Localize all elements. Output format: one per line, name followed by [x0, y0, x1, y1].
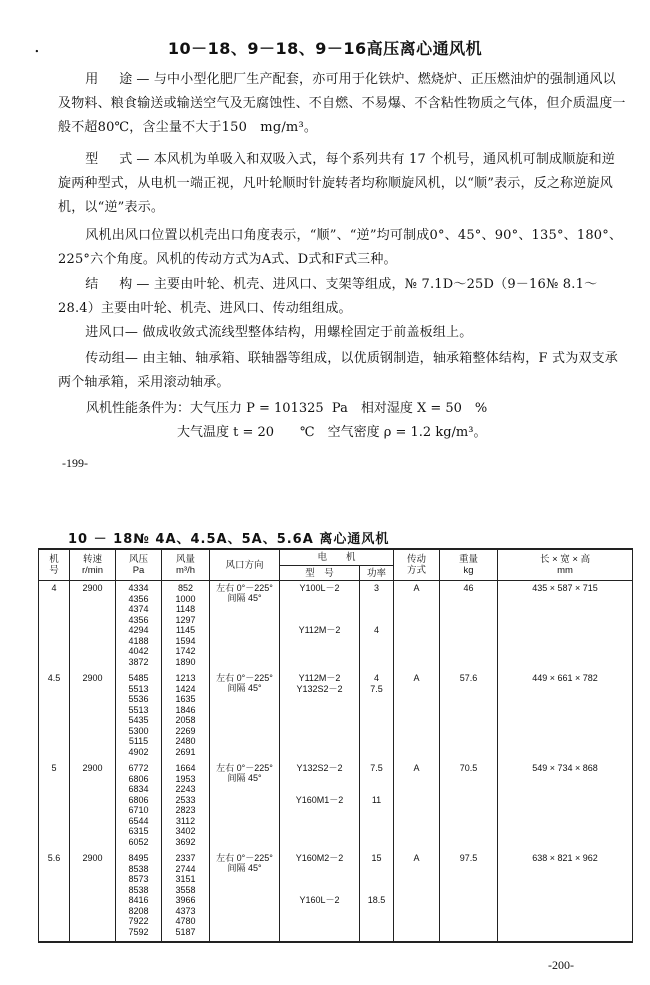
table-row — [39, 671, 633, 761]
row-spacer — [360, 604, 393, 615]
cell-machine-no: 4 — [39, 581, 70, 672]
cell-flows — [162, 581, 210, 672]
page-number-200: -200- — [548, 958, 574, 972]
pressure-value: 4374 — [128, 604, 149, 614]
cell-dimensions: 549 × 734 × 868 — [498, 761, 633, 851]
direction-text: 间隔 45° — [227, 683, 262, 693]
cell-direction — [210, 671, 280, 761]
motor-power: 7.5 — [370, 763, 383, 773]
motor-power: 7.5 — [370, 683, 383, 694]
conditions-line-1: 风机性能条件为：大气压力 P = 101325 Pa 相对湿度 X = 50 % — [86, 401, 488, 416]
pressure-value: 6834 — [128, 784, 149, 794]
cell-drive: A — [394, 851, 440, 942]
row-spacer — [360, 864, 393, 875]
pressure-value: 4356 — [128, 593, 149, 604]
motor-power: 18.5 — [367, 895, 386, 905]
cell-motor-power — [360, 761, 394, 851]
row-spacer — [360, 615, 393, 626]
header-motor: 电 机 — [280, 549, 394, 566]
flow-value: 1000 — [175, 593, 196, 604]
header-motor-model: 型 号 — [280, 566, 360, 581]
flow-value: 3112 — [175, 815, 196, 826]
row-spacer — [360, 874, 393, 885]
pressure-value: 5485 — [128, 673, 149, 683]
motor-model: Y160M1－2 — [295, 794, 344, 805]
pressure-value: 8416 — [128, 895, 149, 905]
pressure-value: 8495 — [128, 853, 149, 863]
cell-direction — [210, 581, 280, 672]
motor-model: Y160M2－2 — [295, 853, 344, 863]
flow-value: 2269 — [175, 725, 196, 736]
inlet-label: 进风口 — [85, 325, 125, 340]
cell-flows — [162, 761, 210, 851]
direction-text: 左右 0°－225° — [216, 673, 273, 683]
pressure-value: 4356 — [128, 614, 149, 625]
flow-value: 2744 — [175, 863, 196, 874]
cell-drive: A — [394, 761, 440, 851]
usage-text: — 与中小型化肥厂生产配套，亦可用于化铁炉、燃烧炉、正压燃油炉的强制通风以及物料、粮食输送或输送空气及无腐蚀性、不自燃、不易爆、不含粘性物质之气体，但介质温度一般不超80℃，含尘量不大于150 mg/m³。 — [58, 72, 626, 135]
pressure-value: 7592 — [128, 926, 149, 937]
row-spacer — [360, 784, 393, 795]
cell-dimensions: 638 × 821 × 962 — [498, 851, 633, 942]
table-row — [39, 761, 633, 851]
motor-model: Y112M－2 — [298, 625, 341, 635]
cell-flows — [162, 671, 210, 761]
cell-machine-no: 4.5 — [39, 671, 70, 761]
direction-text: 间隔 45° — [227, 593, 262, 603]
usage-paragraph — [58, 68, 628, 140]
flow-value: 3402 — [175, 826, 196, 836]
drive-label: 传动组 — [85, 351, 125, 366]
flow-value: 1953 — [175, 773, 196, 784]
type-label: 型 式 — [85, 152, 137, 167]
cell-motor-power — [360, 851, 394, 942]
pressure-value: 3872 — [128, 656, 149, 667]
motor-model: Y132S2－2 — [296, 763, 343, 773]
cell-weight: 97.5 — [440, 851, 498, 942]
type-text: — 本风机为单吸入和双吸入式，每个系列共有 17 个机号，通风机可制成顺旋和逆旋两种型式，从电机一端正视，凡叶轮顺时针旋转者均称顺旋风机，以“顺”表示，反之称逆旋风机，以“逆”表示。 — [58, 152, 616, 215]
cell-motor-power — [360, 671, 394, 761]
pressure-value: 5300 — [128, 725, 149, 736]
flow-value: 1145 — [175, 625, 196, 635]
flow-value: 1890 — [175, 656, 196, 667]
cell-drive: A — [394, 671, 440, 761]
flow-value: 1148 — [175, 604, 196, 614]
flow-value: 1664 — [175, 763, 196, 773]
table-row — [39, 851, 633, 942]
flow-value: 1742 — [175, 646, 196, 656]
pressure-value: 6544 — [128, 815, 149, 826]
flow-value: 3966 — [175, 895, 196, 905]
pressure-value: 7922 — [128, 916, 149, 926]
flow-value: 5187 — [175, 926, 196, 937]
page-number-199: -199- — [62, 456, 88, 470]
page-title: 10－18、9－18、9－16高压离心通风机 — [167, 39, 483, 58]
drive-paragraph — [58, 347, 628, 395]
header-motor-power: 功率 — [360, 566, 394, 581]
row-spacer — [360, 885, 393, 896]
flow-value: 852 — [177, 583, 194, 593]
stray-dot: . — [34, 36, 40, 57]
flow-value: 4373 — [175, 905, 196, 916]
header-speed: 转速 r/min — [70, 549, 116, 581]
motor-power: 4 — [374, 625, 380, 635]
direction-text: 间隔 45° — [227, 773, 262, 783]
drive-text: — 由主轴、轴承箱、联轴器等组成，以优质钢制造，轴承箱整体结构，F 式为双支承两个轴承箱，采用滚动轴承。 — [58, 351, 618, 390]
flow-value: 1213 — [175, 673, 196, 683]
row-spacer — [280, 774, 359, 785]
cell-machine-no: 5 — [39, 761, 70, 851]
inlet-paragraph — [58, 321, 628, 345]
flow-value: 2533 — [175, 794, 196, 805]
type-paragraph — [58, 148, 628, 220]
structure-text: — 主要由叶轮、机壳、进风口、支架等组成，№ 7.1D～25D（9－16№ 8.1～28.4）主要由叶轮、机壳、进风口、传动组组成。 — [58, 277, 598, 316]
pressure-value: 6710 — [128, 805, 149, 815]
flow-value: 1846 — [175, 704, 196, 715]
cell-pressures — [116, 581, 162, 672]
cell-pressures — [116, 671, 162, 761]
table-body — [39, 581, 633, 943]
cell-pressures — [116, 851, 162, 942]
flow-value: 1635 — [175, 694, 196, 704]
cell-motor-model — [280, 581, 360, 672]
pressure-value: 6315 — [128, 826, 149, 836]
pressure-value: 4294 — [128, 625, 149, 635]
pressure-value: 4188 — [128, 635, 149, 646]
pressure-value: 8208 — [128, 905, 149, 916]
motor-power: 4 — [374, 673, 380, 683]
flow-value: 4780 — [175, 916, 196, 926]
row-spacer — [280, 885, 359, 896]
conditions-line-2: 大气温度 t = 20 ℃ 空气密度 ρ = 1.2 kg/m³。 — [177, 425, 487, 440]
motor-power: 15 — [371, 853, 382, 863]
pressure-value: 6772 — [128, 763, 149, 773]
table-title: 10 － 18№ 4A、4.5A、5A、5.6A 离心通风机 — [68, 532, 390, 547]
row-spacer — [360, 594, 393, 605]
structure-paragraph — [58, 273, 628, 321]
flow-value: 1297 — [175, 614, 196, 625]
motor-power: 11 — [371, 794, 382, 805]
motor-model: Y132S2－2 — [296, 683, 343, 694]
row-spacer — [280, 864, 359, 875]
row-spacer — [280, 594, 359, 605]
flow-value: 2058 — [175, 715, 196, 725]
cell-speed: 2900 — [70, 581, 116, 672]
cell-flows — [162, 851, 210, 942]
flow-value: 2691 — [175, 746, 196, 757]
cell-direction — [210, 761, 280, 851]
motor-power: 3 — [374, 583, 380, 593]
header-pressure: 风压 Pa — [116, 549, 162, 581]
cell-motor-model — [280, 851, 360, 942]
direction-text: 间隔 45° — [227, 863, 262, 873]
outlet-paragraph — [58, 224, 628, 272]
flow-value: 3558 — [175, 884, 196, 895]
flow-value: 3692 — [175, 836, 196, 847]
cell-drive: A — [394, 581, 440, 672]
outlet-text: 风机出风口位置以机壳出口角度表示，“顺”、“逆”均可制成0°、45°、90°、135°、180°、225°六个角度。风机的传动方式为A式、D式和F式三种。 — [58, 228, 623, 267]
pressure-value: 4042 — [128, 646, 149, 656]
table-row — [39, 581, 633, 672]
row-spacer — [280, 615, 359, 626]
row-spacer — [280, 604, 359, 615]
motor-model: Y100L－2 — [299, 583, 340, 593]
fan-spec-table — [38, 548, 633, 943]
cell-speed: 2900 — [70, 761, 116, 851]
flow-value: 2337 — [175, 853, 196, 863]
pressure-value: 5513 — [128, 704, 149, 715]
header-machine-no: 机 号 — [39, 549, 70, 581]
motor-model: Y112M－2 — [298, 673, 341, 683]
cell-speed: 2900 — [70, 671, 116, 761]
cell-dimensions: 435 × 587 × 715 — [498, 581, 633, 672]
cell-motor-power — [360, 581, 394, 672]
header-weight: 重量 kg — [440, 549, 498, 581]
row-spacer — [280, 874, 359, 885]
cell-speed: 2900 — [70, 851, 116, 942]
pressure-value: 5435 — [128, 715, 149, 725]
usage-label: 用 途 — [85, 72, 137, 87]
cell-dimensions: 449 × 661 × 782 — [498, 671, 633, 761]
cell-weight: 46 — [440, 581, 498, 672]
header-flow: 风量 m³/h — [162, 549, 210, 581]
inlet-text: — 做成收敛式流线型整体结构，用螺栓固定于前盖板组上。 — [124, 325, 473, 340]
flow-value: 1424 — [175, 683, 196, 694]
row-spacer — [280, 784, 359, 795]
pressure-value: 6806 — [128, 794, 149, 805]
pressure-value: 6806 — [128, 773, 149, 784]
motor-model: Y160L－2 — [299, 895, 340, 905]
cell-motor-model — [280, 761, 360, 851]
cell-motor-model — [280, 671, 360, 761]
pressure-value: 8538 — [128, 863, 149, 874]
cell-direction — [210, 851, 280, 942]
flow-value: 1594 — [175, 635, 196, 646]
pressure-value: 5513 — [128, 683, 149, 694]
header-drive: 传动 方式 — [394, 549, 440, 581]
direction-text: 左右 0°－225° — [216, 763, 273, 773]
cell-pressures — [116, 761, 162, 851]
direction-text: 左右 0°－225° — [216, 583, 273, 593]
cell-machine-no: 5.6 — [39, 851, 70, 942]
header-dimensions: 长 × 宽 × 高 mm — [498, 549, 633, 581]
pressure-value: 8538 — [128, 884, 149, 895]
flow-value: 2243 — [175, 784, 196, 794]
pressure-value: 5536 — [128, 694, 149, 704]
pressure-value: 8573 — [128, 874, 149, 884]
cell-weight: 57.6 — [440, 671, 498, 761]
header-direction: 风口方向 — [210, 549, 280, 581]
cell-weight: 70.5 — [440, 761, 498, 851]
pressure-value: 6052 — [128, 836, 149, 847]
flow-value: 2480 — [175, 736, 196, 746]
structure-label: 结 构 — [85, 277, 137, 292]
row-spacer — [360, 774, 393, 785]
pressure-value: 4334 — [128, 583, 149, 593]
pressure-value: 4902 — [128, 746, 149, 757]
flow-value: 2823 — [175, 805, 196, 815]
flow-value: 3151 — [175, 874, 196, 884]
direction-text: 左右 0°－225° — [216, 853, 273, 863]
pressure-value: 5115 — [128, 736, 149, 746]
